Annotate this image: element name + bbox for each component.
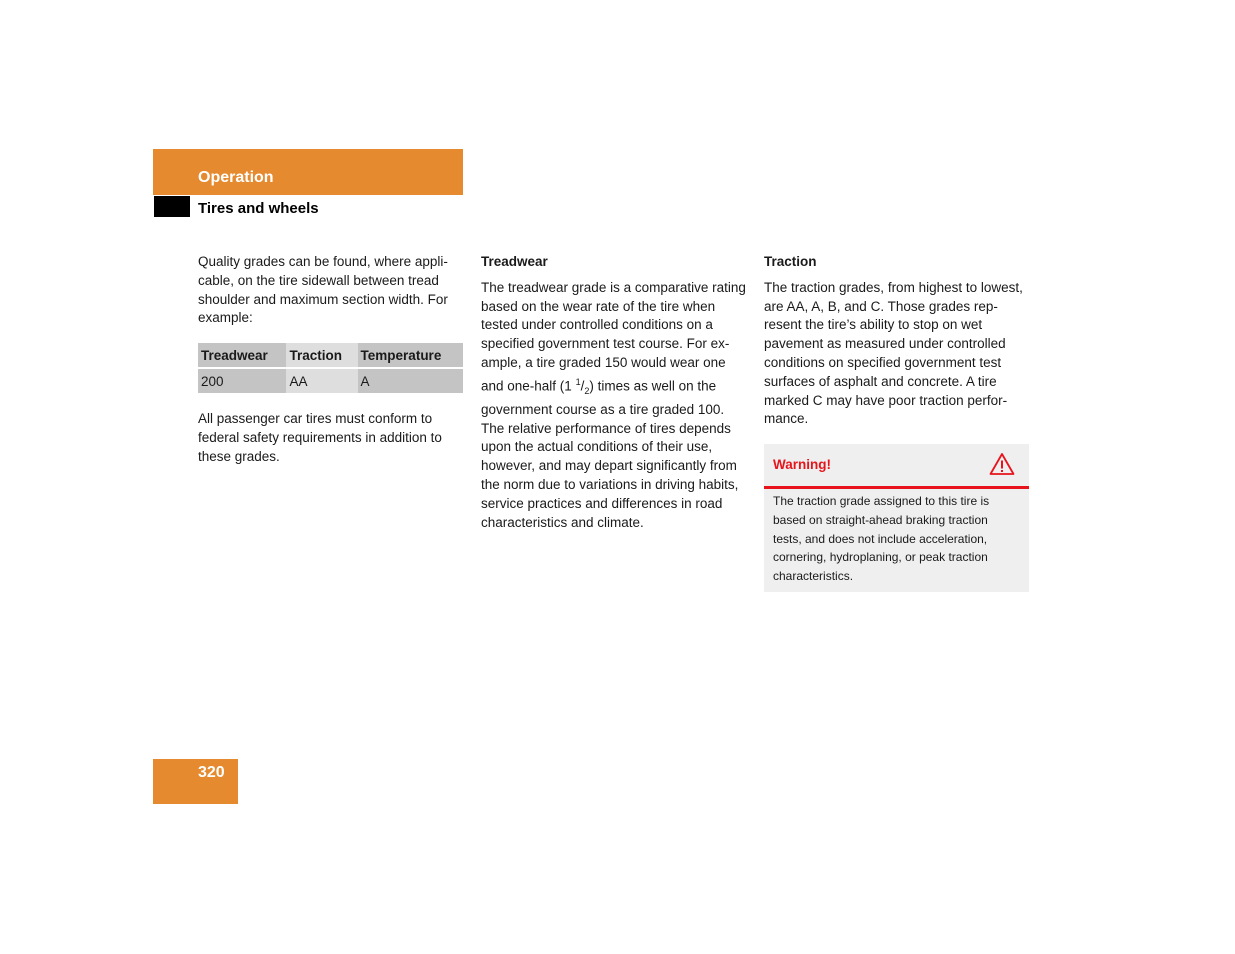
- fraction-slash: /: [580, 378, 585, 394]
- treadwear-text-after: ) times as well on the government course as a tire graded 100. The relative performance of tires depends upon the actual conditions of their use, however, and may depart significantly from the norm due to variations in driving habits, service practices and differences in road characteristics and climate.: [481, 378, 739, 530]
- warning-header: [764, 444, 1029, 489]
- conform-paragraph: All passenger car tires must conform to federal safety requirements in addition to these grades.: [198, 411, 442, 464]
- fraction-denominator: 2: [584, 385, 590, 396]
- table-row: [198, 369, 463, 393]
- section-title: Operation: [198, 169, 274, 186]
- subsection-marker: [154, 196, 190, 217]
- page-number-box: [153, 759, 238, 804]
- fraction-numerator: 1: [575, 376, 581, 387]
- page-number: 320: [198, 764, 225, 781]
- warning-box: [764, 444, 1029, 592]
- treadwear-text-before: The treadwear grade is a comparative rating based on the wear rate of the tire when tested under controlled conditions on a specified government test course. For example, a tire graded 150 would wear one and one-half (1: [481, 279, 746, 394]
- traction-heading: Traction: [764, 254, 817, 269]
- warning-title: Warning!: [773, 457, 831, 472]
- table-header-temperature: Temperature: [358, 343, 463, 369]
- subsection-title: Tires and wheels: [198, 200, 319, 217]
- table-cell-temperature: A: [358, 369, 463, 393]
- warning-triangle-icon: [989, 452, 1015, 476]
- treadwear-heading: Treadwear: [481, 254, 548, 269]
- table-header-treadwear: Treadwear: [198, 343, 286, 369]
- traction-paragraph: The traction grades, from highest to lowest, are AA, A, B, and C. Those grades represent the tire’s ability to stop on wet pavement as measured under controlled conditions on specified government test surfaces of asphalt and concrete. A tire marked C may have poor traction performance.: [764, 279, 1023, 427]
- intro-paragraph: Quality grades can be found, where applicable, on the tire sidewall between tread shoulder and maximum section width. For example:: [198, 254, 448, 326]
- column-3: [764, 253, 1029, 429]
- warning-body: The traction grade assigned to this tire is based on straight-ahead braking traction tests, and does not include acceleration, cornering, hydroplaning, or peak traction characteristics.: [773, 494, 990, 584]
- treadwear-paragraph: [481, 279, 746, 533]
- table-header-row: [198, 343, 463, 369]
- table-cell-treadwear: 200: [198, 369, 286, 393]
- column-2: [481, 253, 746, 532]
- grades-table: [198, 343, 463, 393]
- table-cell-traction: AA: [286, 369, 357, 393]
- column-1-footer: [198, 410, 463, 466]
- column-1: [198, 253, 463, 328]
- table-header-traction: Traction: [286, 343, 357, 369]
